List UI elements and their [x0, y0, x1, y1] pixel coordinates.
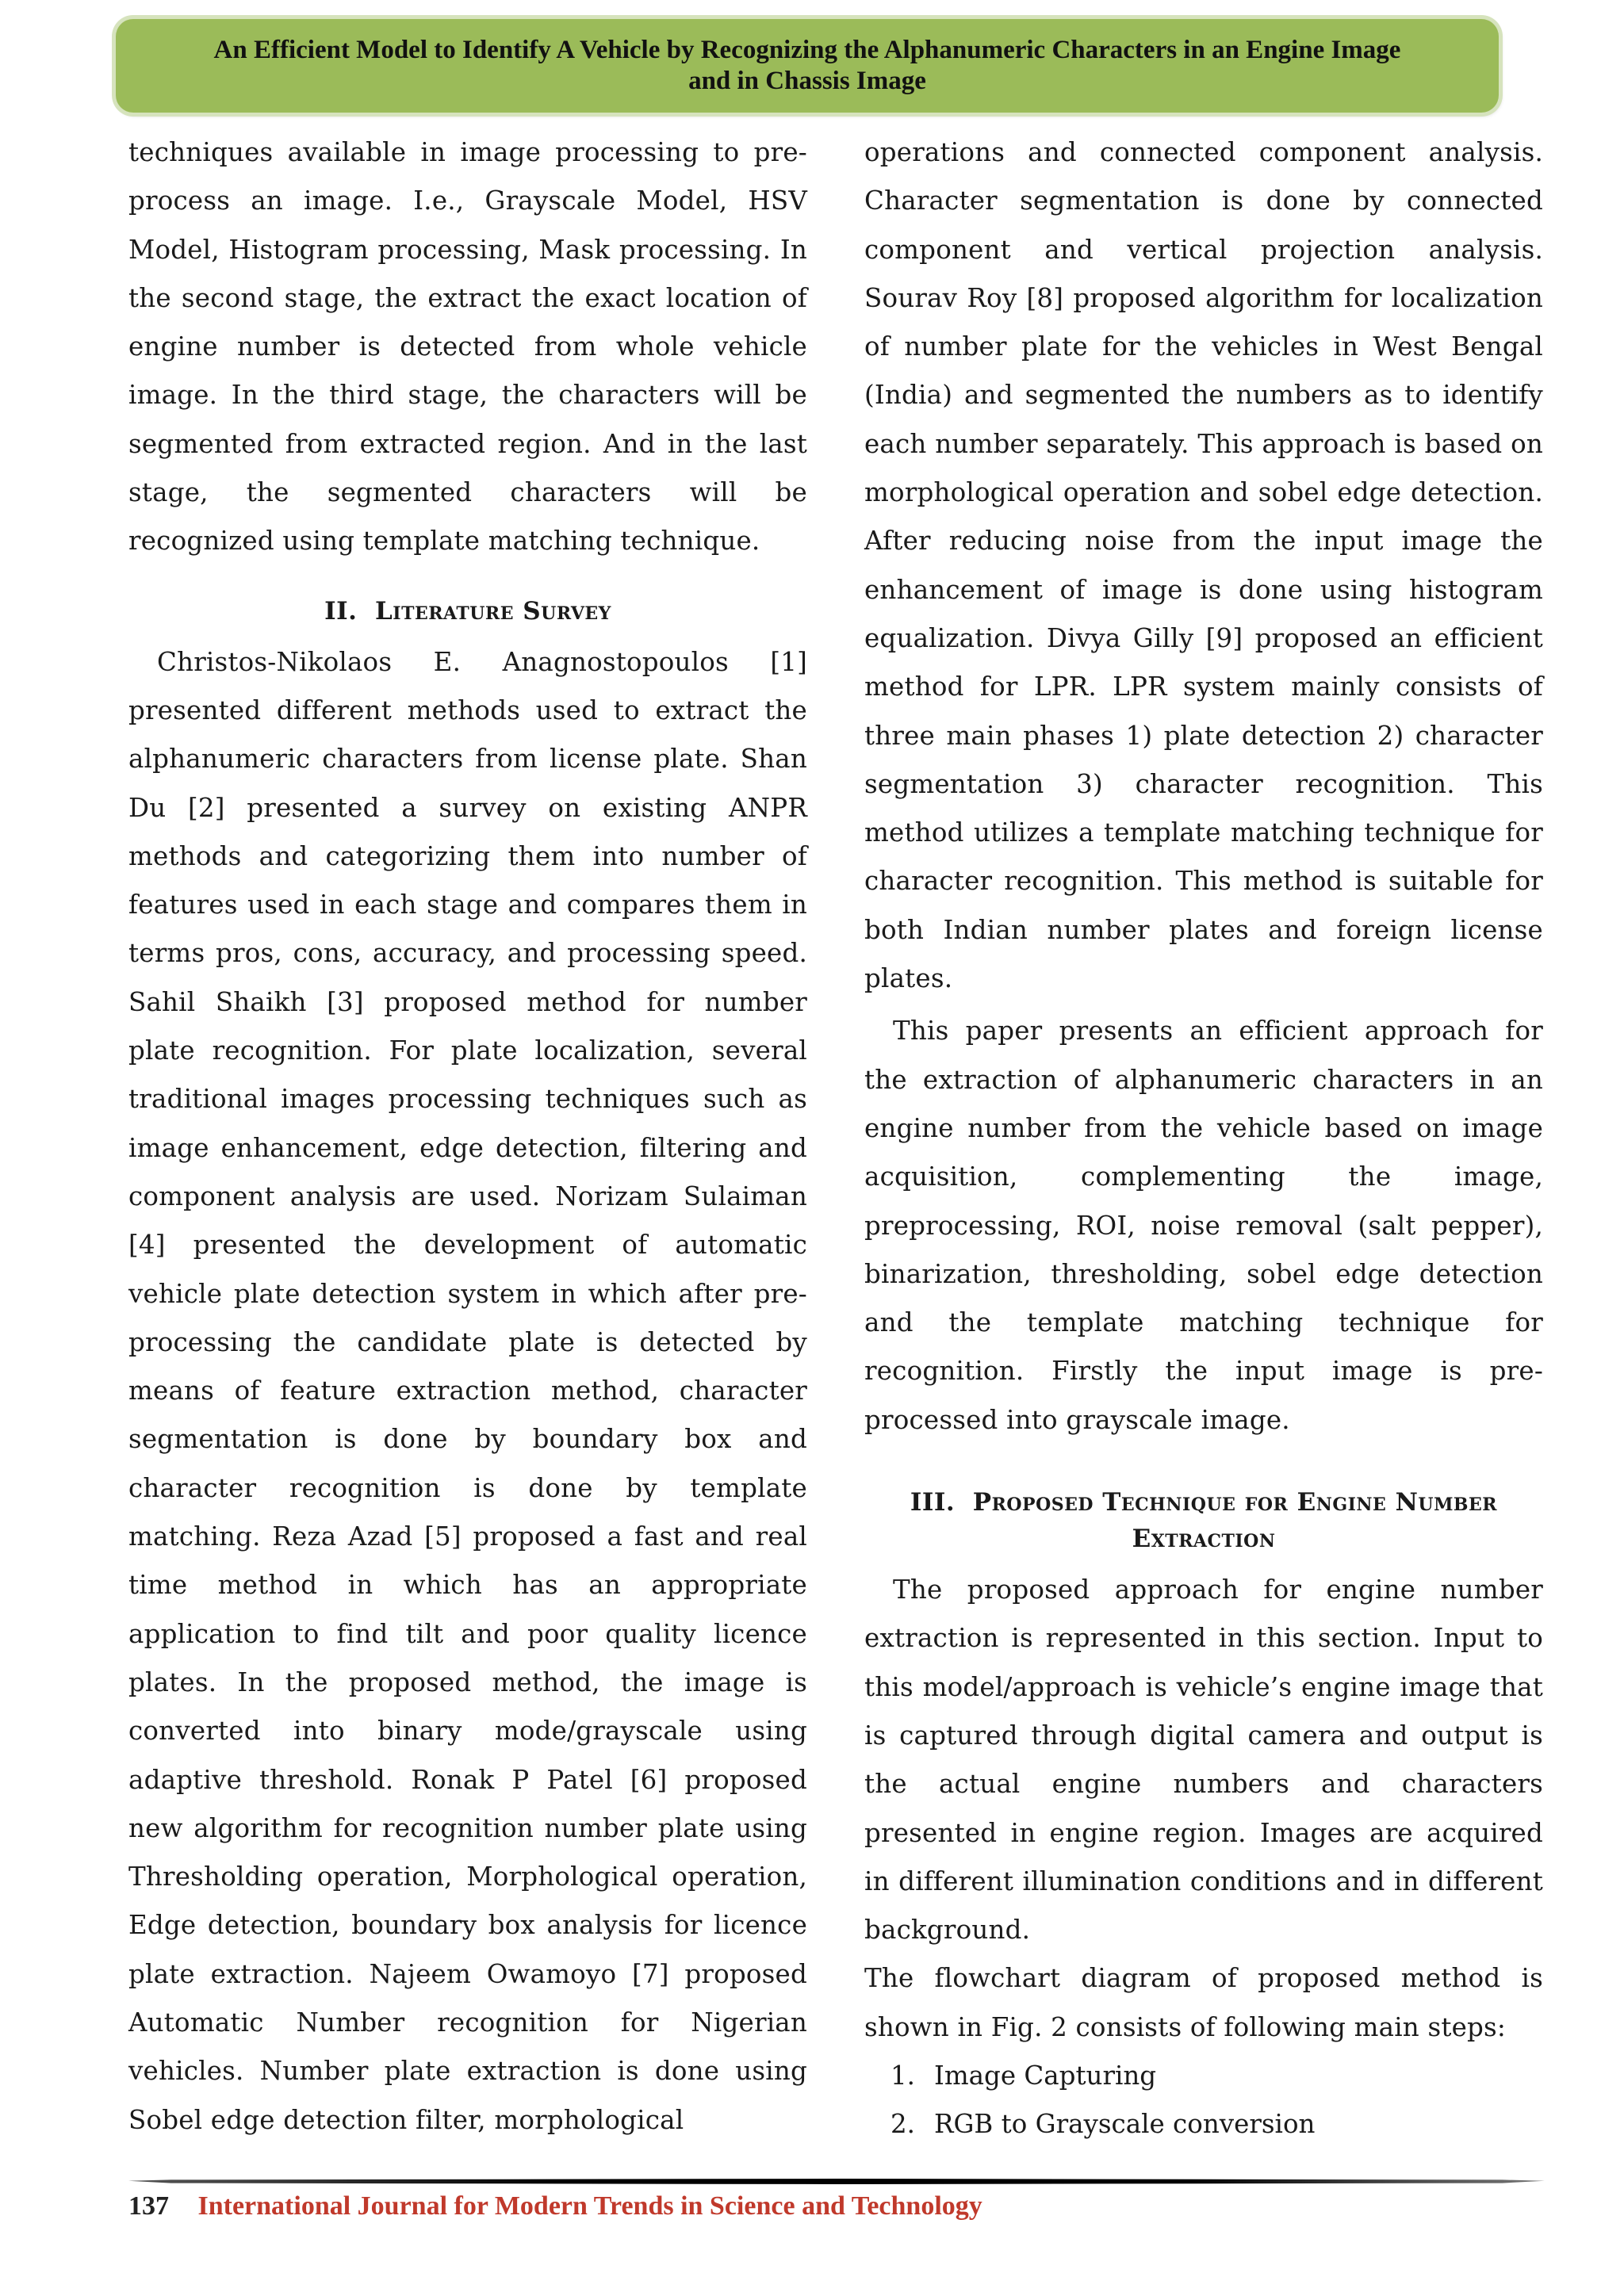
paper-title-line1: An Efficient Model to Identify A Vehicle by Recognizing the Alphanumeric Characters in an Engine Image	[213, 36, 1401, 64]
section-number: II.	[324, 596, 358, 626]
right-column	[864, 128, 1543, 2149]
literature-paragraph: Christos-Nikolaos E. Anagnostopoulos [1] presented different methods used to extract the alphanumeric characters from license plate. Shan Du [2] presented a survey on existing ANPR methods and categorizing them into number of features used in each stage and compares them in terms pros, cons, accuracy, and processing speed. Sahil Shaikh [3] proposed method for number plate recognition. For plate localization, several traditional images processing techniques such as image enhancement, edge detection, filtering and component analysis are used. Norizam Sulaiman [4] presented the development of automatic vehicle plate detection system in which after pre-processing the candidate plate is detected by means of feature extraction method, character segmentation is done by boundary box and character recognition is done by template matching. Reza Azad [5] proposed a fast and real time method in which has an appropriate application to find tilt and poor quality licence plates. In the proposed method, the image is converted into binary mode/grayscale using adaptive threshold. Ronak P Patel [6] proposed new algorithm for recognition number plate using Thresholding operation, Morphological operation, Edge detection, boundary box analysis for licence plate extraction. Najeem Owamoyo [7] proposed Automatic Number recognition for Nigerian vehicles. Number plate extraction is done using Sobel edge detection filter, morphological	[128, 646, 807, 2135]
intro-paragraph: techniques available in image processing to pre-process an image. I.e., Grayscale Model, HSV Model, Histogram processing, Mask processing. In the second stage, the extract the exact location of engine number is detected from whole vehicle image. In the third stage, the characters will be segmented from extracted region. And in the last stage, the segmented characters will be recognized using template matching technique.	[128, 137, 807, 557]
header-banner	[116, 19, 1499, 113]
section-title-line1: Proposed Technique for Engine Number	[972, 1488, 1498, 1517]
continuation-paragraph: operations and connected component analysis. Character segmentation is done by connected component and vertical projection analysis. Sourav Roy [8] proposed algorithm for localization of number plate for the vehicles in West Bengal (India) and segmented the numbers as to identify each number separately. This approach is based on morphological operation and sobel edge detection. After reducing noise from the input image the enhancement of image is done using histogram equalization. Divya Gilly [9] proposed an efficient method for LPR. LPR system mainly consists of three main phases 1) plate detection 2) character segmentation 3) character recognition. This method utilizes a template matching technique for character recognition. This method is suitable for both Indian number plates and foreign license plates.	[864, 137, 1543, 994]
section-number: III.	[910, 1488, 956, 1517]
step-number: 1.	[890, 2060, 915, 2091]
step-number: 2.	[890, 2109, 915, 2140]
step-text: Image Capturing	[934, 2060, 1157, 2091]
section-heading-literature-survey	[128, 566, 807, 638]
approach-paragraph: This paper presents an efficient approach for the extraction of alphanumeric characters in an engine number from the vehicle based on image acquisition, complementing the image, preprocessing, ROI, noise removal (salt pepper), binarization, thresholding, sobel edge detection and the template matching technique for recognition. Firstly the input image is pre-processed into grayscale image.	[864, 1016, 1543, 1435]
section-heading-proposed-technique	[864, 1445, 1543, 1566]
step-text: RGB to Grayscale conversion	[934, 2109, 1316, 2140]
list-item	[864, 2052, 1543, 2100]
list-item	[864, 2100, 1543, 2149]
paper-title	[214, 35, 1401, 97]
flowchart-paragraph: The flowchart diagram of proposed method is shown in Fig. 2 consists of following main steps:	[864, 1963, 1543, 2042]
paper-title-line2: and in Chassis Image	[688, 67, 926, 95]
left-column	[128, 128, 807, 2145]
journal-name: International Journal for Modern Trends in Science and Technology	[197, 2191, 982, 2221]
page-number: 137	[128, 2191, 169, 2221]
proposed-paragraph: The proposed approach for engine number extraction is represented in this section. Input to this model/approach is vehicle’s engine image that is captured through digital camera and output is the actual engine numbers and characters presented in engine region. Images are acquired in different illumination conditions and in different background.	[864, 1575, 1543, 1946]
section-title-line2: Extraction	[1132, 1525, 1276, 1554]
footer-divider	[128, 2179, 1545, 2184]
steps-list	[864, 2052, 1543, 2149]
page-footer	[128, 2191, 982, 2221]
section-title: Literature Survey	[374, 596, 611, 626]
